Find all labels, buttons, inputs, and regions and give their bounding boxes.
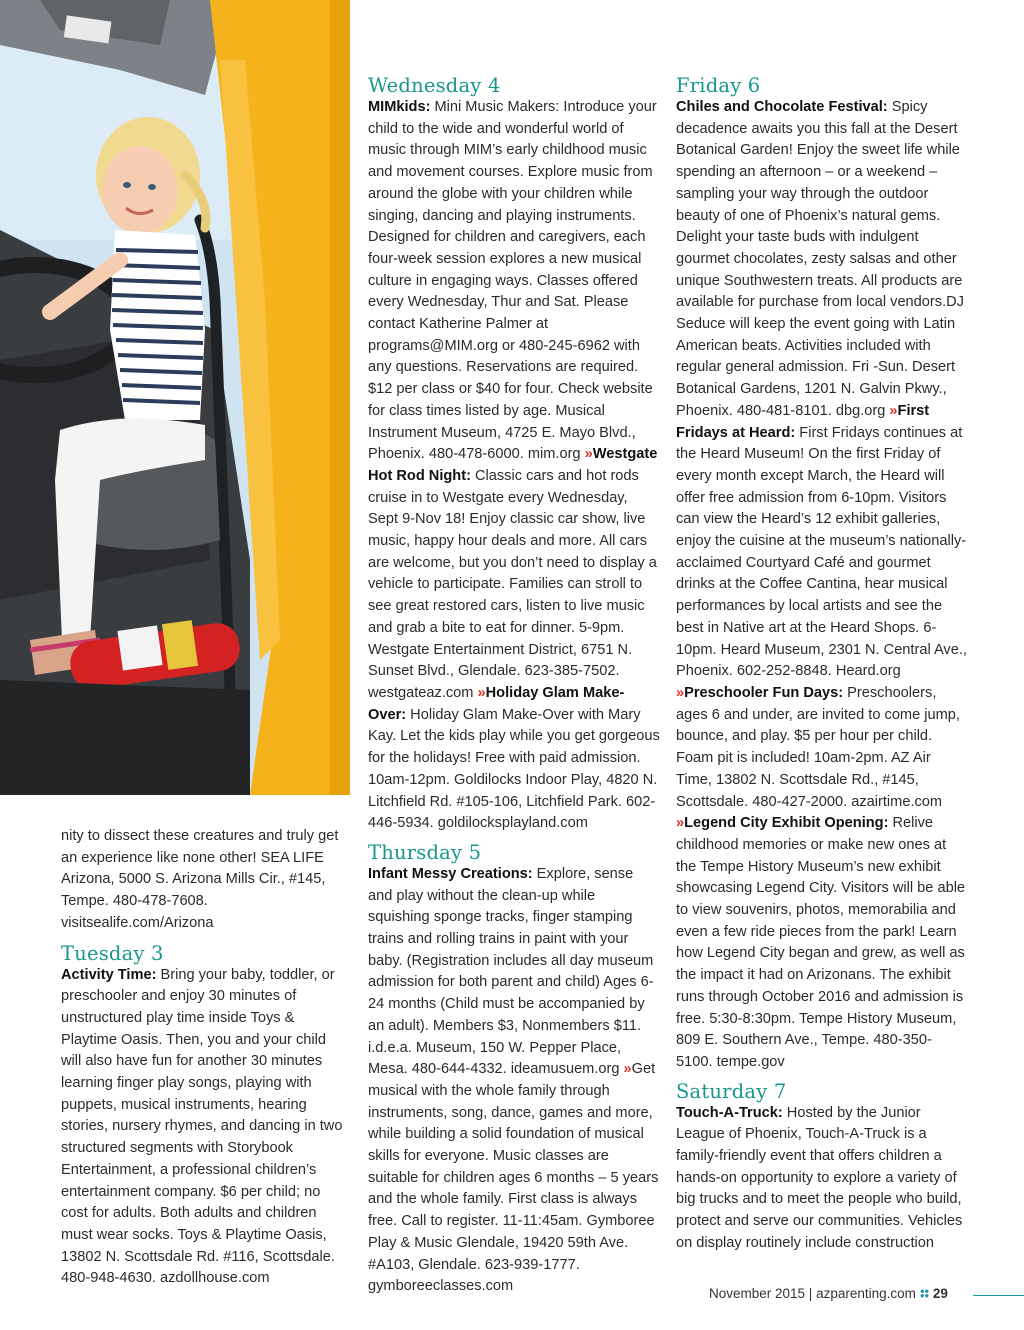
event-touch-a-truck (676, 1103, 968, 1255)
event-title: Westgate Hot Rod Night: (368, 446, 658, 484)
event-title: First Fridays at Heard: (676, 402, 930, 441)
event-body: Mini Music Makers: Introduce your child to the wide and wonderful world of music through MIM’s early childhood music and movement courses. Explore music from around the globe with your children while singing, dancing and playing instruments. Designed for children and caregivers, each four-week session explores a new musical culture in engaging ways. Classes offered every Wednesday, Thur and Sat. Please contact Katherine Palmer at programs@MIM.org or 480-245-6962 with any questions. Reservations are required. $12 per class or $40 for four. Check website for class times listed by age. Musical Instrument Museum, 4725 E. Mayo Blvd., Phoenix. 480-478-6000. mim.org (368, 99, 657, 463)
chevron-marker-icon: » (676, 684, 685, 701)
event-group-wednesday (368, 97, 660, 835)
event-group-thursday (368, 864, 660, 1298)
footer-issue: November 2015 | azparenting.com (709, 1286, 916, 1301)
event-title: Holiday Glam Make-Over: (368, 684, 625, 723)
chevron-marker-icon: » (623, 1061, 632, 1078)
day-heading-saturday: Saturday 7 (676, 1079, 787, 1103)
chevron-marker-icon: » (676, 815, 685, 832)
event-body: Spicy decadence awaits you this fall at the Desert Botanical Garden! Enjoy the sweet life while spending an afternoon – or a weekend – sampling your way through the outdoor beauty of one of Phoenix’s natural gems. Delight your taste buds with indulgent gourmet chocolates, zesty salsas and other unique Southwestern treats. All products are available for purchase from local vendors.DJ Seduce will keep the event going with Latin American beats. Activities included with regular general admission. Fri -Sun. Desert Botanical Gardens, 1201 N. Galvin Pkwy., Phoenix. 480-481-8101. dbg.org (676, 99, 964, 419)
event-body: Classic cars and hot rods cruise in to Westgate every Wednesday, Sept 9-Nov 18! Enjoy classic car show, live music, happy hour deals and more. All cars are welcome, but you don’t need to display a vehicle to participate. Families can stroll to see great restored cars, listen to live music and grab a bite to eat for dinner. 5-9pm. Westgate Entertainment District, 6751 N. Sunset Blvd., Glendale. 623-385-7502. westgateaz.com (368, 467, 657, 701)
day-heading-friday: Friday 6 (676, 74, 761, 97)
event-body: Preschoolers, ages 6 and under, are invited to come jump, bounce, and play. $5 per hour per child. Foam pit is included! 10am-2pm. AZ Air Time, 13802 N. Scottsdale Rd., #145, Scottsdale. 480-427-2000. azairtime.com (676, 684, 960, 810)
event-activity-time (61, 965, 347, 1291)
event-title: Preschooler Fun Days: (684, 684, 844, 701)
event-body: Explore, sense and play without the clean-up while squishing sponge tracks, finger stamping trains and rolling trains in paint with your baby. (Registration includes all day museum admission for both parent and child) Ages 6-24 months (Child must be accompanied by an adult). Members $3, Nonmembers $11. i.d.e.a. Museum, 150 W. Pepper Place, Mesa. 480-644-4332. ideamusuem.org (368, 865, 654, 1078)
event-title: Touch-A-Truck: (676, 1104, 783, 1121)
event-body: Hosted by the Junior League of Phoenix, Touch-A-Truck is a family-friendly event that offers children a hands-on opportunity to explore a variety of big trucks and to meet the people who build, protect and serve our communities. Vehicles on display routinely include construction (676, 1104, 963, 1251)
event-title: MIMkids: (368, 99, 431, 115)
column-right (676, 73, 968, 1255)
event-body: Bring your baby, toddler, or preschooler and enjoy 30 minutes of unstructured play time inside Toys & Playtime Oasis. Then, you and your child will also have fun for another 30 minutes learning finger play songs, playing with puppets, musical instruments, hearing stories, nursery rhymes, and dancing in two structured segments with Storybook Entertainment, a professional children’s entertainment company. $6 per child; no cost for adults. Both adults and children must wear socks. Toys & Playtime Oasis, 13802 N. Scottsdale Rd. #116, Scottsdale. 480-948-4630. azdollhouse.com (61, 966, 343, 1287)
column-middle (368, 73, 660, 1298)
event-body: Holiday Glam Make-Over with Mary Kay. Let the kids play while you get gorgeous for the holidays! Free with paid admission. 10am-12pm. Goldilocks Indoor Play, 4820 N. Litchfield Rd. #105-106, Litchfield Park. 602-446-5934. goldilocksplayland.com (368, 706, 660, 832)
event-group-friday (676, 97, 968, 813)
event-title: Chiles and Chocolate Festival: (676, 99, 888, 115)
event-title: Activity Time: (61, 966, 157, 983)
day-heading-wednesday: Wednesday 4 (368, 74, 501, 97)
event-body: First Fridays continues at the Heard Museum! On the first Friday of every month except March, the Heard will offer free admission from 6-10pm. Visitors can view the Heard’s 12 exhibit galleries, enjoy the cuisine at the museum’s nationally-acclaimed Courtyard Café and gourmet drinks at the Coffee Cantina, hear musical performances by local artists and see the best in Native art at the Heard Shops. 6-10pm. Heard Museum, 2301 N. Central Ave., Phoenix. 602-252-8848. Heard.org (676, 424, 967, 680)
child-in-truck-photo (0, 0, 350, 795)
intro-paragraph: nity to dissect these creatures and truly get an experience like none other! SEA LIFE Arizona, 5000 S. Arizona Mills Cir., #145, Tempe. 480-478-7608. visitsealife.com/Arizona (61, 828, 339, 931)
event-title: Infant Messy Creations: (368, 865, 533, 882)
dots-separator-icon (920, 1289, 929, 1298)
footer-rule (973, 1295, 1024, 1296)
page-footer (709, 1286, 948, 1301)
chevron-marker-icon: » (584, 446, 593, 463)
event-legend-city (676, 813, 968, 1073)
day-heading-tuesday: Tuesday 3 (61, 941, 164, 965)
day-heading-thursday: Thursday 5 (368, 840, 482, 864)
chevron-marker-icon: » (889, 402, 898, 419)
page-number: 29 (932, 1286, 948, 1301)
event-body: Get musical with the whole family through instruments, song, dance, games and more, while building a solid foundation of musical skills for everyone. Music classes are suitable for children ages 6 months – 5 years and the whole family. First class is always free. Call to register. 11-11:45am. Gymboree Play & Music Glendale, 19420 59th Ave. #A103, Glendale. 623-939-1777. gymboreeclasses.com (368, 1061, 659, 1295)
event-title: Legend City Exhibit Opening: (684, 815, 889, 832)
column-left (61, 826, 347, 1290)
event-body: Relive childhood memories or make new ones at the Tempe History Museum’s new exhibit showcasing Legend City. Visitors will be able to view souvenirs, photos, memorabilia and even a few ride pieces from the park! Learn how Legend City began and grew, as well as the impact it had on Arizonans. The exhibit runs through October 2016 and admission is free. 5:30-8:30pm. Tempe History Museum, 809 E. Southern Ave., Tempe. 480-350-5100. tempe.gov (676, 815, 966, 1070)
chevron-marker-icon: » (477, 684, 486, 701)
